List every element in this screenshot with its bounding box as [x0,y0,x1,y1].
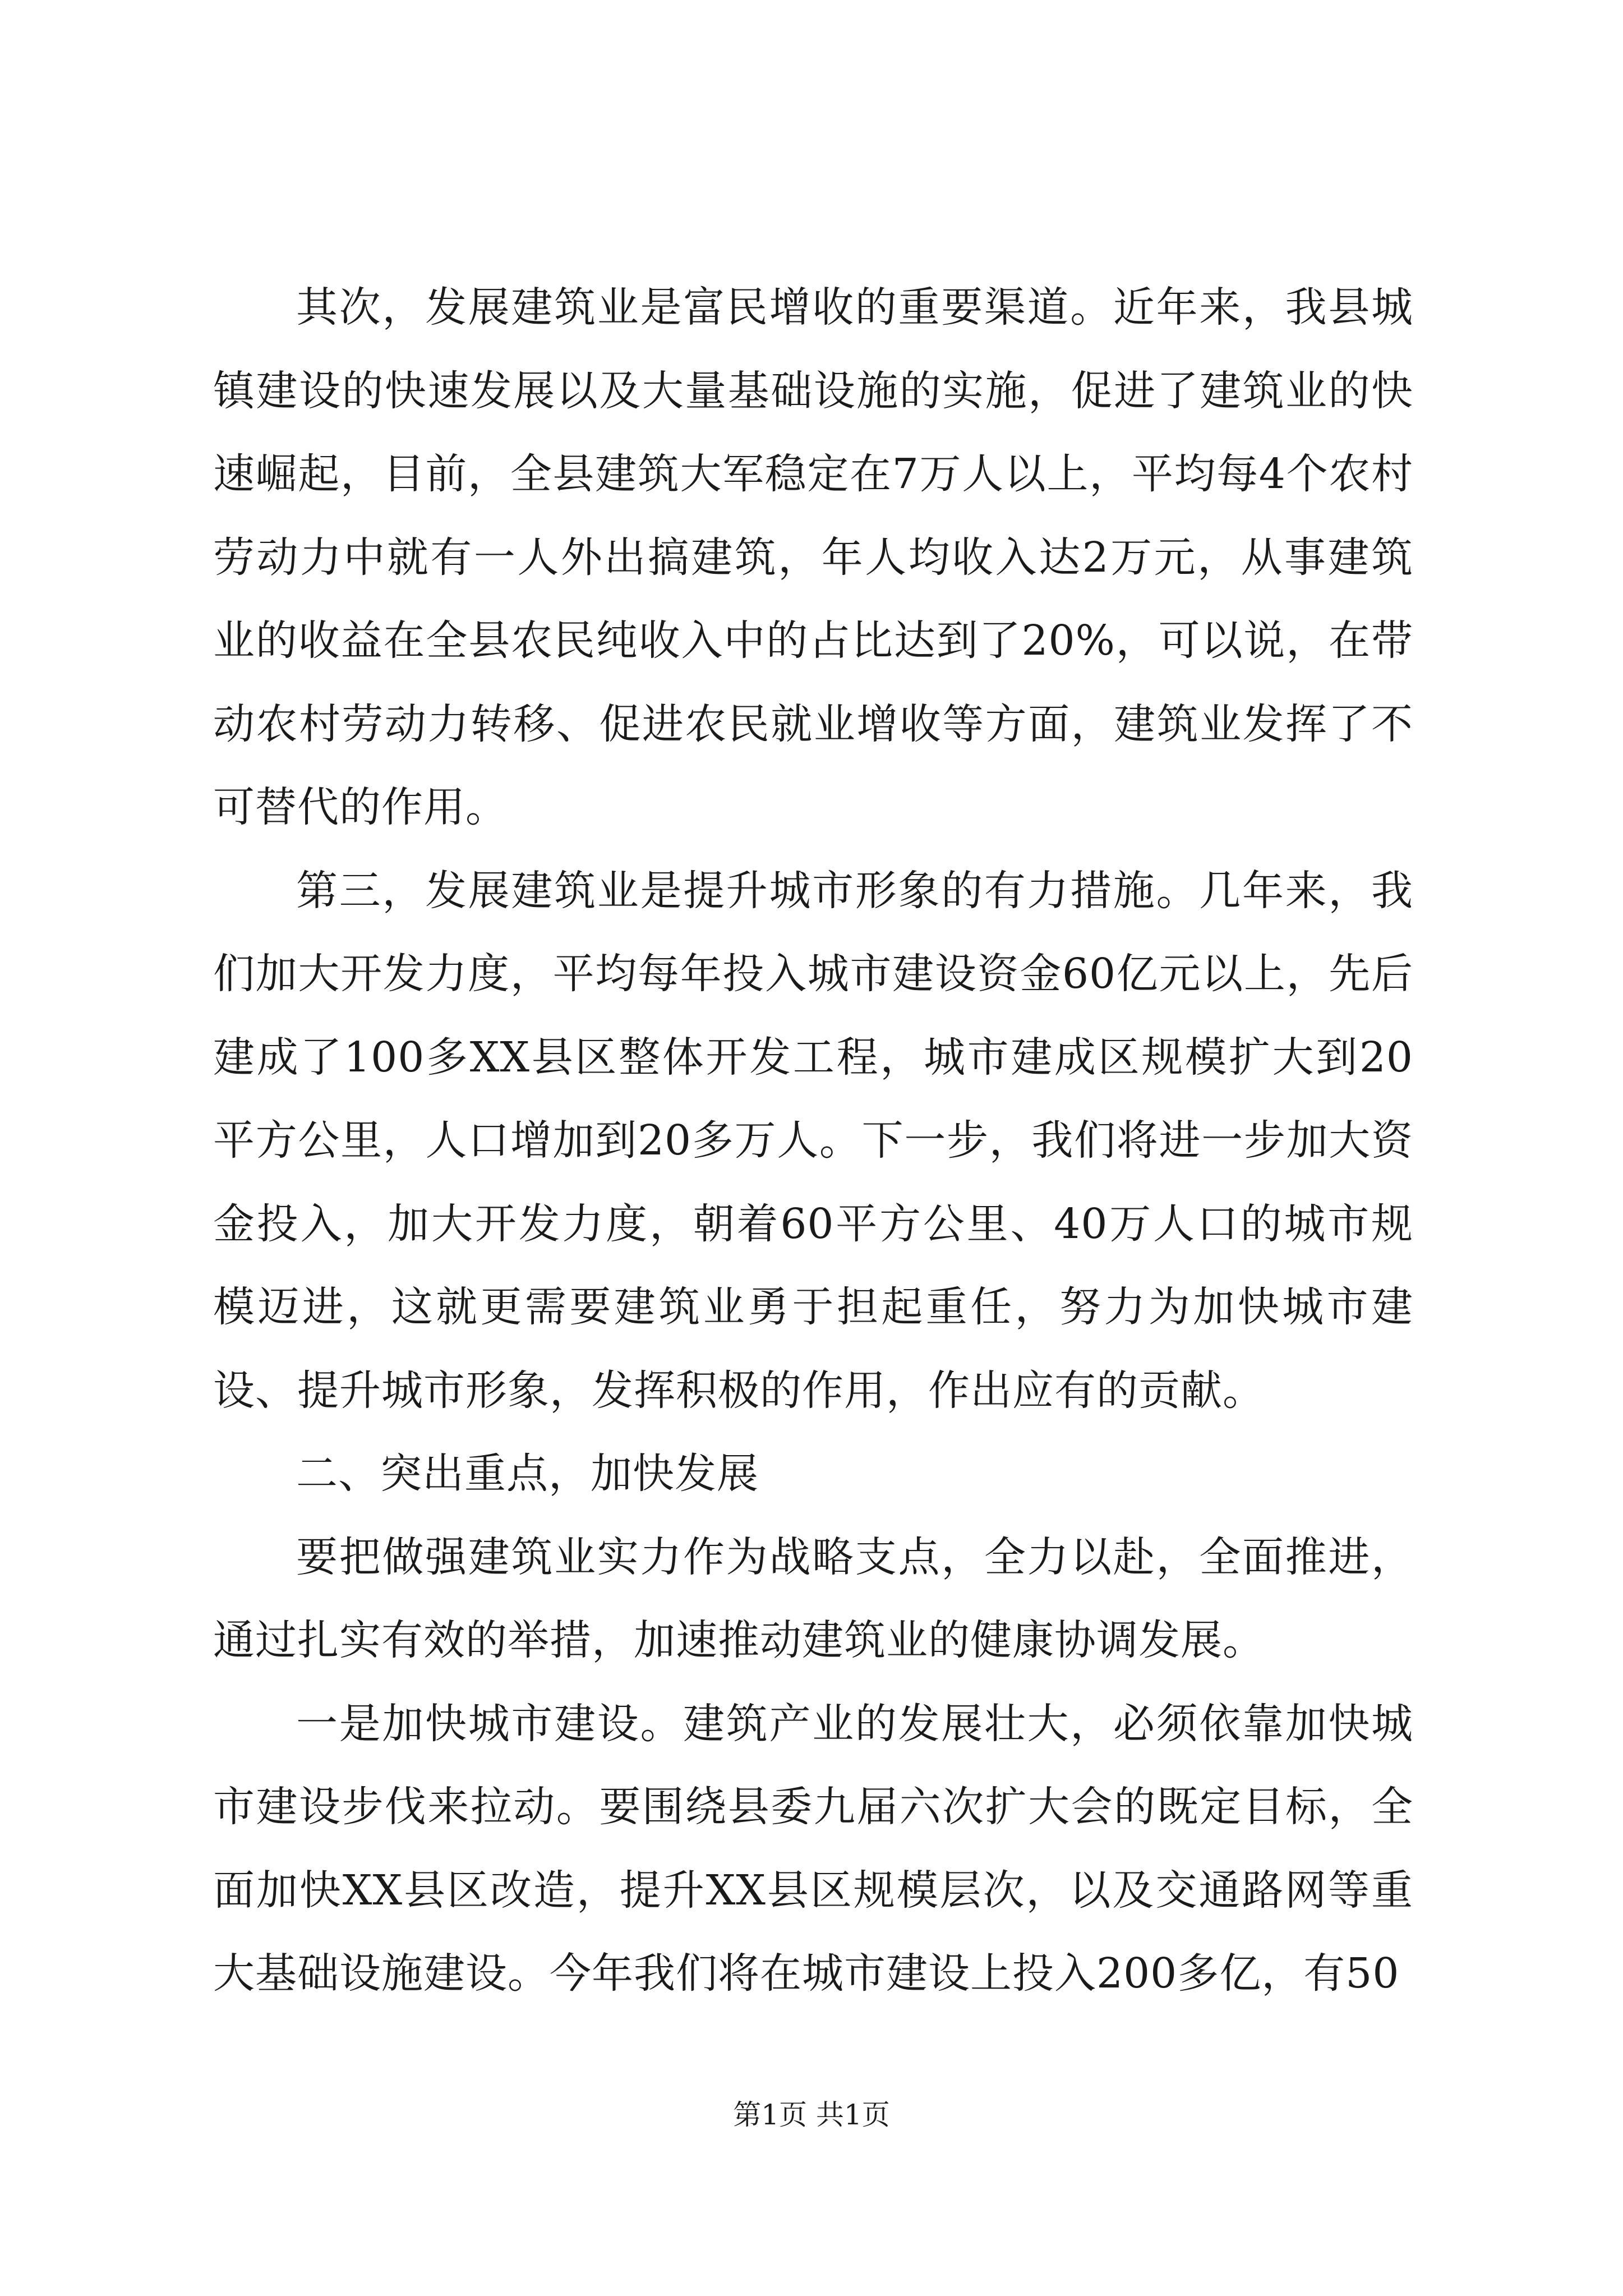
paragraph-city-construction: 一是加快城市建设。建筑产业的发展壮大，必须依靠加快城市建设步伐来拉动。要围绕县委九届六次扩大会的既定目标，全面加快XX县区改造，提升XX县区规模层次，以及交通路网等重大基础设施建设。今年我们将在城市建设上投入200多亿，有50 [213,1699,1413,1998]
paragraph-strategic-pivot: 要把做强建筑业实力作为战略支点，全力以赴，全面推进，通过扎实有效的举措，加速推动建筑业的健康协调发展。 [213,1533,1413,1664]
paragraph-city-image: 第三，发展建筑业是提升城市形象的有力措施。几年来，我们加大开发力度，平均每年投入城市建设资金60亿元以上，先后建成了100多XX县区整体开发工程，城市建成区规模扩大到20平方公里，人口增加到20多万人。下一步，我们将进一步加大资金投入，加大开发力度，朝着60平方公里、40万人口的城市规模迈进，这就更需要建筑业勇于担起重任，努力为加快城市建设、提升城市形象，发挥积极的作用，作出应有的贡献。 [213,866,1413,1415]
page-number: 第1页 共1页 [733,2099,890,2131]
document-body [213,266,1413,2016]
paragraph-wealth-channel: 其次，发展建筑业是富民增收的重要渠道。近年来，我县城镇建设的快速发展以及大量基础设施的实施，促进了建筑业的快速崛起，目前，全县建筑大军稳定在7万人以上，平均每4个农村劳动力中就有一人外出搞建筑，年人均收入达2万元，从事建筑业的收益在全县农民纯收入中的占比达到了20%，可以说，在带动农村劳动力转移、促进农民就业增收等方面，建筑业发挥了不可替代的作用。 [213,283,1413,831]
section-heading: 二、突出重点，加快发展 [296,1450,759,1498]
